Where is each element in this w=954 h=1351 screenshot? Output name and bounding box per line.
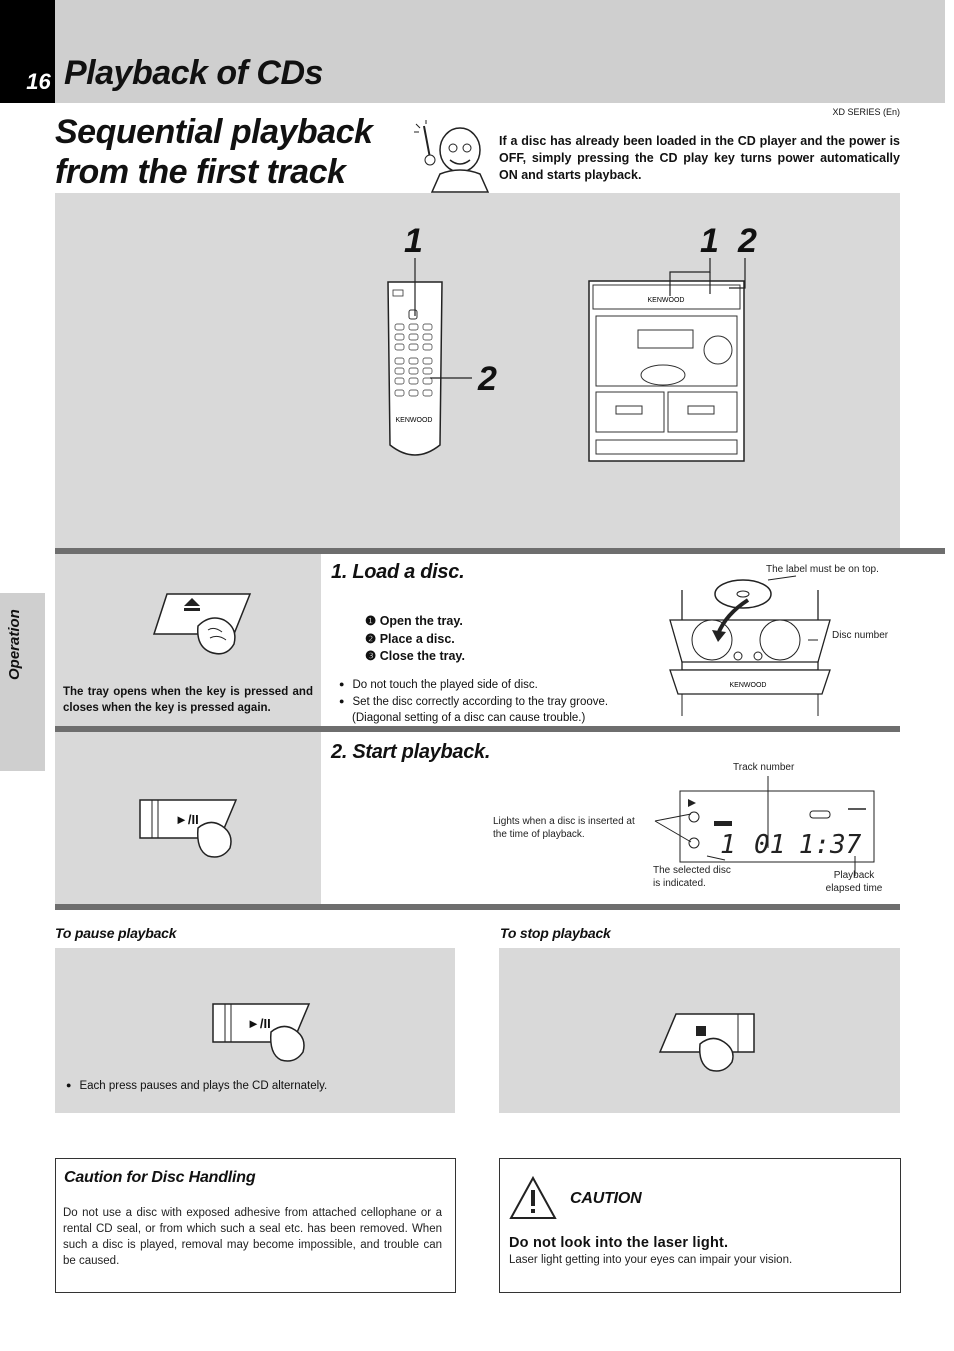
play-pause-key-illustration (138, 798, 242, 862)
laser-caution-subtitle: Do not look into the laser light. (509, 1235, 729, 1251)
step1-bullet-cont: (Diagonal setting of a disc can cause trouble.) (352, 712, 586, 724)
intro-text: If a disc has already been loaded in the CD player and the power is OFF, simply pressing the CD play key turns power automatically ON and starts playback. (499, 134, 900, 182)
mascot-illustration (412, 118, 494, 192)
unit-callout-2: 2 (738, 222, 757, 260)
unit-callout-1: 1 (700, 222, 719, 260)
pause-heading: To pause playback (55, 925, 177, 941)
page-title: Playback of CDs (64, 54, 323, 92)
series-label: XD SERIES (En) (832, 107, 900, 117)
step2-title: 2. Start playback. (331, 741, 491, 763)
stereo-unit-illustration (588, 280, 745, 462)
pause-bullet: ● Each press pauses and plays the CD alternately. (66, 1080, 327, 1092)
disc-number-label: Disc number (832, 630, 889, 641)
step1-bullets (339, 676, 608, 726)
side-tab-label: Operation (6, 609, 23, 680)
warning-triangle-icon (509, 1176, 557, 1220)
unit-brand: KENWOOD (647, 297, 685, 304)
section-heading-line2: from the first track (55, 153, 346, 191)
remote-brand: KENWOOD (395, 417, 433, 424)
lcd-time-digits: 1:37 (798, 830, 862, 860)
stop-heading: To stop playback (500, 925, 611, 941)
remote-callout-2: 2 (478, 360, 497, 398)
eject-key-illustration (152, 590, 252, 660)
eject-key-note: The tray opens when the key is pressed and closes when the key is pressed again. (63, 686, 313, 714)
page-number: 16 (22, 66, 55, 98)
pause-key-label: ►/II (247, 1016, 271, 1031)
lcd-track-digits: 01 (754, 830, 786, 860)
lcd-disc-digit: 1 (720, 830, 736, 860)
remote-callout-lines (410, 258, 480, 388)
disc-handling-title: Caution for Disc Handling (64, 1169, 256, 1186)
laser-caution-box (499, 1158, 901, 1293)
disc-tray-illustration (668, 570, 833, 718)
step1-bullet: ● Do not touch the played side of disc. (339, 676, 608, 693)
stop-key-illustration (658, 1012, 758, 1074)
lights-note: Lights when a disc is inserted at the time of playback. (493, 816, 635, 840)
step1-item: ❷ Place a disc. (365, 631, 455, 646)
laser-caution-title: CAUTION (570, 1190, 642, 1207)
section-heading (55, 112, 372, 192)
section-heading-line1: Sequential playback (55, 113, 373, 151)
disc-handling-body: Do not use a disc with exposed adhesive from attached cellophane or a rental CD seal, or from which such a seal etc. has been removed. When such a disc is played, removal may become impossible, and trouble can be caused. (63, 1207, 442, 1267)
step1-item: ❸ Close the tray. (365, 649, 465, 663)
pause-key-illustration (211, 1002, 315, 1066)
step1-bullet: ● Set the disc correctly according to the tray groove. (339, 693, 608, 710)
remote-callout-1: 1 (404, 222, 423, 260)
elapsed-time-note: Playback elapsed time (825, 870, 883, 894)
step2-bottom-divider (55, 904, 900, 910)
step1-title: 1. Load a disc. (331, 561, 465, 583)
laser-caution-body: Laser light getting into your eyes can impair your vision. (509, 1254, 793, 1266)
play-pause-key-label: ►/II (175, 812, 199, 827)
unit-callout-lines (665, 258, 755, 298)
step1-item: ❶ Open the tray. (365, 614, 463, 628)
track-number-label: Track number (733, 762, 795, 773)
selected-disc-note: The selected disc is indicated. (653, 865, 731, 889)
step1-items (365, 613, 465, 666)
tray-brand: KENWOOD (729, 682, 767, 689)
label-on-top-note: The label must be on top. (766, 564, 879, 575)
